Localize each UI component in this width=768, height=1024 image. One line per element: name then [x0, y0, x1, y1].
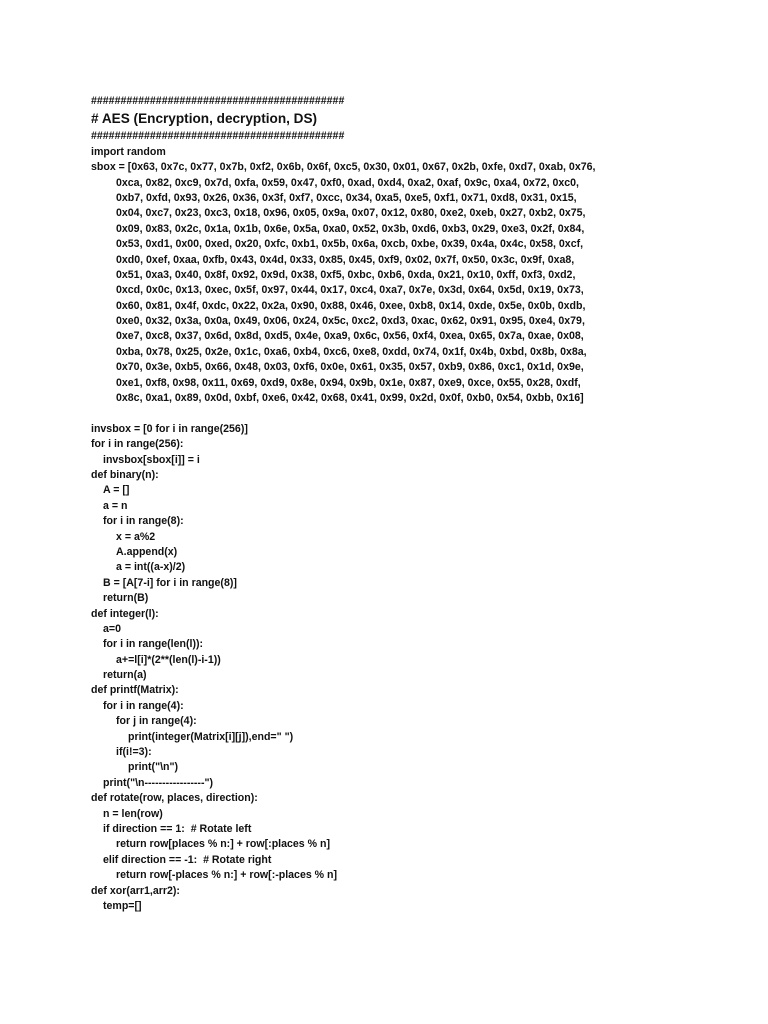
code-line: 0xd0, 0xef, 0xaa, 0xfb, 0x43, 0x4d, 0x33, 0x85, 0x45, 0xf9, 0x02, 0x7f, 0x50, 0x3c, 0x9f, 0xa8, — [116, 253, 575, 266]
code-line: a = n — [103, 499, 128, 512]
code-line: for j in range(4): — [116, 715, 197, 728]
code-line: if(i!=3): — [116, 746, 152, 759]
code-line: 0x8c, 0xa1, 0x89, 0x0d, 0xbf, 0xe6, 0x42, 0x68, 0x41, 0x99, 0x2d, 0x0f, 0xb0, 0x54, 0xbb, 0x16] — [116, 392, 584, 405]
code-line: print("\n") — [128, 761, 179, 774]
code-line: print(integer(Matrix[i][j]),end=" ") — [128, 730, 294, 743]
code-line: x = a%2 — [116, 530, 156, 543]
code-line: for i in range(4): — [103, 699, 184, 712]
code-line: temp=[] — [103, 899, 142, 912]
code-line: A.append(x) — [116, 545, 178, 558]
hash-divider-top: ########################################### — [91, 95, 345, 107]
code-line: a+=l[i]*(2**(len(l)-i-1)) — [116, 653, 221, 666]
code-line: 0x04, 0xc7, 0x23, 0xc3, 0x18, 0x96, 0x05, 0x9a, 0x07, 0x12, 0x80, 0xe2, 0xeb, 0x27, 0xb2, 0x75, — [116, 207, 586, 220]
code-line: 0xba, 0x78, 0x25, 0x2e, 0x1c, 0xa6, 0xb4, 0xc6, 0xe8, 0xdd, 0x74, 0x1f, 0x4b, 0xbd, 0x8b, 0x8a, — [116, 345, 587, 358]
code-line: 0xe7, 0xc8, 0x37, 0x6d, 0x8d, 0xd5, 0x4e, 0xa9, 0x6c, 0x56, 0xf4, 0xea, 0x65, 0x7a, 0xae, 0x08, — [116, 330, 584, 343]
code-line: n = len(row) — [103, 807, 163, 820]
code-line: def binary(n): — [91, 468, 159, 481]
code-line: return(a) — [103, 669, 147, 682]
code-line: 0xe0, 0x32, 0x3a, 0x0a, 0x49, 0x06, 0x24, 0x5c, 0xc2, 0xd3, 0xac, 0x62, 0x91, 0x95, 0xe4, 0x79, — [116, 315, 585, 328]
code-line: def rotate(row, places, direction): — [91, 792, 258, 805]
code-line: a = int((a-x)/2) — [116, 561, 186, 574]
code-line: for i in range(len(l)): — [103, 638, 204, 651]
code-line: for i in range(256): — [91, 438, 184, 451]
code-line: return row[-places % n:] + row[:-places % n] — [116, 869, 338, 882]
code-line: a=0 — [103, 622, 121, 635]
code-line: 0xe1, 0xf8, 0x98, 0x11, 0x69, 0xd9, 0x8e, 0x94, 0x9b, 0x1e, 0x87, 0xe9, 0xce, 0x55, 0x28, 0xdf, — [116, 376, 581, 389]
code-line: 0x09, 0x83, 0x2c, 0x1a, 0x1b, 0x6e, 0x5a, 0xa0, 0x52, 0x3b, 0xd6, 0xb3, 0x29, 0xe3, 0x2f, 0x84, — [116, 222, 585, 235]
code-line: for i in range(8): — [103, 515, 184, 528]
code-line: sbox = [0x63, 0x7c, 0x77, 0x7b, 0xf2, 0x6b, 0x6f, 0xc5, 0x30, 0x01, 0x67, 0x2b, 0xfe, 0xd7, 0xab, 0x76, — [91, 161, 596, 174]
code-block — [91, 94, 731, 914]
code-line: 0x53, 0xd1, 0x00, 0xed, 0x20, 0xfc, 0xb1, 0x5b, 0x6a, 0xcb, 0xbe, 0x39, 0x4a, 0x4c, 0x58, 0xcf, — [116, 238, 584, 251]
code-line: elif direction == -1: # Rotate right — [103, 853, 272, 866]
hash-divider-bottom: ########################################### — [91, 130, 345, 143]
code-line: 0x70, 0x3e, 0xb5, 0x66, 0x48, 0x03, 0xf6, 0x0e, 0x61, 0x35, 0x57, 0xb9, 0x86, 0xc1, 0x1d, 0x9e, — [116, 361, 584, 374]
code-line: B = [A[7-i] for i in range(8)] — [103, 576, 237, 589]
code-line: 0xca, 0x82, 0xc9, 0x7d, 0xfa, 0x59, 0x47, 0xf0, 0xad, 0xd4, 0xa2, 0xaf, 0x9c, 0xa4, 0x72, 0xc0, — [116, 176, 579, 189]
code-line: invsbox[sbox[i]] = i — [103, 453, 200, 466]
code-line: if direction == 1: # Rotate left — [103, 822, 252, 835]
code-line: return(B) — [103, 592, 149, 605]
code-line: return row[places % n:] + row[:places % n] — [116, 838, 330, 851]
code-line: def printf(Matrix): — [91, 684, 179, 697]
code-line: print("\n-----------------") — [103, 776, 214, 789]
document-title: # AES (Encryption, decryption, DS) — [91, 111, 318, 127]
code-line: invsbox = [0 for i in range(256)] — [91, 422, 248, 435]
code-line: def integer(l): — [91, 607, 159, 620]
blank-line — [91, 406, 731, 421]
code-line: 0xcd, 0x0c, 0x13, 0xec, 0x5f, 0x97, 0x44, 0x17, 0xc4, 0xa7, 0x7e, 0x3d, 0x64, 0x5d, 0x19, 0x73, — [116, 284, 584, 297]
code-line: def xor(arr1,arr2): — [91, 884, 180, 897]
code-line: 0x51, 0xa3, 0x40, 0x8f, 0x92, 0x9d, 0x38, 0xf5, 0xbc, 0xb6, 0xda, 0x21, 0x10, 0xff, 0xf3, 0xd2, — [116, 268, 576, 281]
code-line: 0xb7, 0xfd, 0x93, 0x26, 0x36, 0x3f, 0xf7, 0xcc, 0x34, 0xa5, 0xe5, 0xf1, 0x71, 0xd8, 0x31, 0x15, — [116, 191, 577, 204]
code-line: A = [] — [103, 484, 130, 497]
code-line: import random — [91, 145, 166, 158]
code-line: 0x60, 0x81, 0x4f, 0xdc, 0x22, 0x2a, 0x90, 0x88, 0x46, 0xee, 0xb8, 0x14, 0xde, 0x5e, 0x0b, 0xdb, — [116, 299, 586, 312]
